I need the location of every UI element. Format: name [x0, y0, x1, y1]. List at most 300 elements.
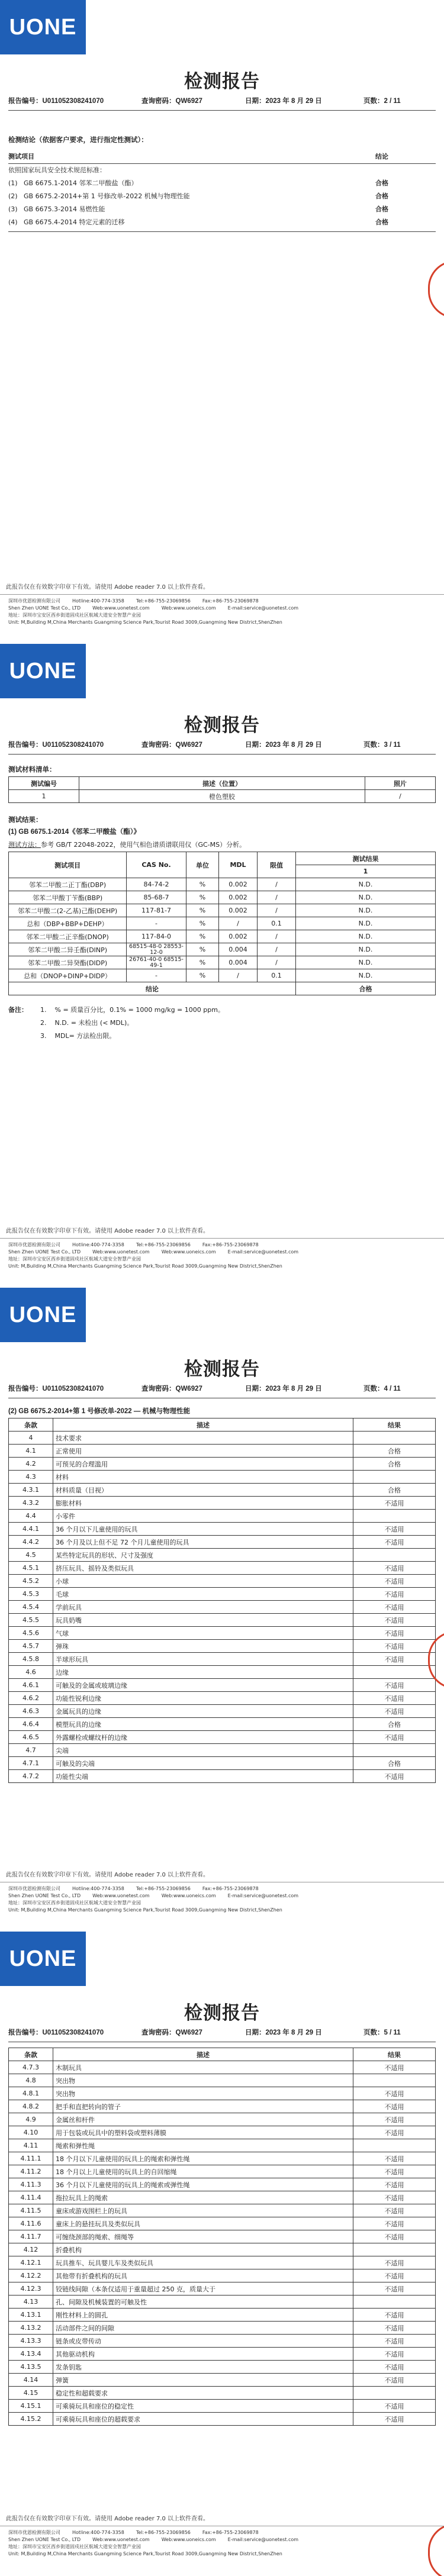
- description-cell: 尖端: [53, 1744, 353, 1757]
- table-row: [9, 1666, 436, 1679]
- clause-cell: 4.11: [9, 2139, 53, 2152]
- table-row: [9, 1744, 436, 1757]
- result-cell: 不适用: [353, 2413, 436, 2426]
- clause-cell: 4.6.2: [9, 1692, 53, 1705]
- page-number: 3 / 11: [384, 741, 401, 749]
- conclusion-section: [8, 131, 436, 232]
- results-title: 测试结果：: [8, 817, 43, 824]
- description-cell: 毛球: [53, 1588, 353, 1601]
- table-row: [9, 1510, 436, 1523]
- clause-cell: 4.12.3: [9, 2282, 53, 2295]
- page-number: 5 / 11: [384, 2029, 401, 2036]
- description-cell: 其他带有折叠机构的玩具: [53, 2269, 353, 2282]
- result-cell: 不适用: [353, 1731, 436, 1744]
- description-cell: 玩具推车、玩具婴儿车及类似玩具: [53, 2256, 353, 2269]
- table-row: [9, 1731, 436, 1744]
- description-cell: 半球形玩具: [53, 1653, 353, 1666]
- result-cell: [353, 1666, 436, 1679]
- table-row: [9, 1627, 436, 1640]
- description-cell: 气球: [53, 1627, 353, 1640]
- table-row: 1 橙色塑胶 /: [9, 790, 436, 803]
- clause-cell: 4.11.3: [9, 2178, 53, 2191]
- clause-cell: 4.12: [9, 2243, 53, 2256]
- result-cell: 合格: [353, 1757, 436, 1770]
- uone-logo: UONE: [0, 1932, 86, 1986]
- result-cell: 不适用: [353, 2322, 436, 2335]
- table-row: [9, 2400, 436, 2413]
- table-row: [9, 1640, 436, 1653]
- footer: 深圳市优恩检测有限公司 Hotline:400-774-3358 Tel:+86-755-23069856 Fax:+86-755-23069878 Shen Zhen UONE Test Co., LTD Web:www.uonetest.com Web:www.uoneics.com E-mail:service@uonetest.com 地址：深圳市宝安区西乡街道固戍社区航城大道安全智慧产业园 Unit: M,Building M,China Merchants Guangming Science Park,Tourist Road 3009,Guangming New District,ShenZhen: [8, 1242, 299, 1269]
- clause-cell: 4.5.5: [9, 1614, 53, 1627]
- result-cell: 合格: [353, 1718, 436, 1731]
- page-title: 检测报告: [184, 2003, 260, 2024]
- table-row: [9, 1588, 436, 1601]
- result-cell: 不适用: [353, 1497, 436, 1510]
- footer-notice: 此报告仅在有效数字印章下有效。请使用 Adobe reader 7.0 以上软件查看。: [6, 2516, 210, 2522]
- conclusion-item: (1) GB 6675.1-2014 邻苯二甲酸盐（酯） 合格: [8, 177, 436, 190]
- report-date: 2023 年 8 月 29 日: [265, 2029, 322, 2036]
- table-row: [9, 2374, 436, 2387]
- result-cell: 不适用: [353, 2309, 436, 2322]
- description-cell: 材料质量（目视）: [53, 1484, 353, 1497]
- result-cell: [353, 1432, 436, 1445]
- report-meta: [8, 96, 436, 109]
- table-row: [9, 2217, 436, 2230]
- table-row: 总和（DNOP+DINP+DIDP） - % / 0.1 N.D.: [9, 969, 436, 982]
- result-cell: 不适用: [353, 1614, 436, 1627]
- table-row: [9, 1705, 436, 1718]
- result-cell: [353, 2387, 436, 2400]
- clause-cell: 4.8.2: [9, 2100, 53, 2113]
- clause-cell: 4.11.4: [9, 2191, 53, 2204]
- report-meta: 报告编号：U011052308241070 查询密码：QW6927 日期：2023 年 8 月 29 日 页数：4 / 11: [8, 1385, 401, 1392]
- table-row: [9, 2361, 436, 2374]
- table-row: [9, 2309, 436, 2322]
- table-row: [9, 2204, 436, 2217]
- table-row: [9, 2230, 436, 2243]
- clause-cell: 4.5.3: [9, 1588, 53, 1601]
- result-cell: 合格: [353, 1458, 436, 1471]
- report-no-label: 报告编号：: [8, 98, 43, 105]
- description-cell: 36 个月以下儿童使用的玩具: [53, 1523, 353, 1536]
- clause-cell: 4.3: [9, 1471, 53, 1484]
- conclusion-result: 合格: [375, 218, 388, 226]
- result-cell: 不适用: [353, 2204, 436, 2217]
- mechanical-table: 条款 描述 结果 4.7.3 木制玩具 不适用 4.8 突出物 4.8.1 突出物 不适用 4.8.2 把手和直把转向的管子 不适用 4.9 金属丝和杆件 不适用 4.10 用于包装或玩具中的塑料袋或塑料薄膜 不适用 4.11 绳索和弹性绳 4.11.1 18 个月以下儿童使用的玩具上的绳索和弹性绳 不适用 4.11.2 18 个月以上儿童使用的玩具上的自回缩绳 不适用 4.11.3 36 个月以下儿童使用的玩具上的绳索或弹性绳 不适用 4.11.4 拖拉玩具上的绳索 不适用 4.11.5 童床或游戏围栏上的玩具 不适用 4.11.6 童床上的悬挂玩具及类似玩具 不适用 4.11.7 可缠绕颈部的绳索、细绳等 不适用 4.12 折叠机构 4.12.1 玩具推车、玩具婴儿车及类似玩具 不适用 4.12.2 其他带有折叠机构的玩具 不适用 4.12.3 铰链线间隙（本条仅适用于重量超过 250 克，质量大于 不适用 4.13 孔、间隙及机械装置的可触及性 4.13.1 刚性材料上的圆孔 不适用 4.13.2 活动部件之间的间隙 不适用 4.13.3 链条或皮带传动 不适用 4.13.4 其他驱动机构 不适用 4.13.5 发条钥匙 不适用 4.14 弹簧 不适用 4.15 稳定性和超载要求 4.15.1 可乘骑玩具和座位的稳定性 不适用 4.15.2 可乘骑玩具和座位的超载要求 不适用: [8, 2048, 436, 2426]
- clause-cell: 4.8.1: [9, 2087, 53, 2100]
- report-meta: 报告编号：U011052308241070 查询密码：QW6927 日期：2023 年 8 月 29 日 页数：5 / 11: [8, 2029, 401, 2036]
- description-cell: 挤压玩具、摇铃及类似玩具: [53, 1562, 353, 1575]
- description-cell: 学前玩具: [53, 1601, 353, 1614]
- report-meta: 报告编号：U011052308241070 查询密码：QW6927 日期：2023 年 8 月 29 日 页数：3 / 11: [8, 741, 401, 749]
- clause-cell: 4.4.1: [9, 1523, 53, 1536]
- clause-cell: 4.6.4: [9, 1718, 53, 1731]
- clause-cell: 4.11.6: [9, 2217, 53, 2230]
- clause-cell: 4.2: [9, 1458, 53, 1471]
- description-cell: 小零件: [53, 1510, 353, 1523]
- table-row: 邻苯二甲酸二异壬酯(DINP) 68515-48-0 28553-12-0 % 0.004 / N.D.: [9, 943, 436, 956]
- table-row: [9, 2322, 436, 2335]
- table-row: 邻苯二甲酸二正丁酯(DBP) 84-74-2 % 0.002 / N.D.: [9, 878, 436, 891]
- result-cell: [353, 2243, 436, 2256]
- clause-cell: 4.5.6: [9, 1627, 53, 1640]
- page-label: 页数：: [363, 98, 384, 105]
- clause-cell: 4.4.2: [9, 1536, 53, 1549]
- clause-cell: 4.14: [9, 2374, 53, 2387]
- table-row: [9, 1562, 436, 1575]
- query-code: QW6927: [175, 741, 202, 749]
- table-row: [9, 2269, 436, 2282]
- clause-cell: 4.3.1: [9, 1484, 53, 1497]
- col-test-item: 测试项目: [8, 153, 34, 160]
- table-row: [9, 1484, 436, 1497]
- table-row: 邻苯二甲酸二正辛酯(DNOP) 117-84-0 % 0.002 / N.D.: [9, 930, 436, 943]
- uone-logo: UONE: [0, 1288, 86, 1342]
- conclusion-result: 合格: [375, 179, 388, 187]
- table-row: [9, 2387, 436, 2400]
- description-cell: 突出物: [53, 2074, 353, 2087]
- clause-cell: 4.13.5: [9, 2361, 53, 2374]
- clause-cell: 4.11.7: [9, 2230, 53, 2243]
- description-cell: 木制玩具: [53, 2061, 353, 2074]
- result-cell: 不适用: [353, 1575, 436, 1588]
- clause-cell: 4.5.1: [9, 1562, 53, 1575]
- table-row: [9, 1471, 436, 1484]
- table-row: [9, 1445, 436, 1458]
- table-row: [9, 2413, 436, 2426]
- page-number: 4 / 11: [384, 1385, 401, 1392]
- table-row: [9, 1770, 436, 1783]
- description-cell: 绳索和弹性绳: [53, 2139, 353, 2152]
- footer: 深圳市优恩检测有限公司 Hotline:400-774-3358 Tel:+86-755-23069856 Fax:+86-755-23069878 Shen Zhen UONE Test Co., LTD Web:www.uonetest.com Web:www.uoneics.com E-mail:service@uonetest.com 地址：深圳市宝安区西乡街道固戍社区航城大道安全智慧产业园 Unit: M,Building M,China Merchants Guangming Science Park,Tourist Road 3009,Guangming New District,ShenZhen: [8, 598, 299, 625]
- table-row: [9, 2087, 436, 2100]
- clause-cell: 4.6.3: [9, 1705, 53, 1718]
- table-row: [9, 1718, 436, 1731]
- page-title: 检测报告: [184, 715, 260, 736]
- report-date: 2023 年 8 月 29 日: [265, 1385, 322, 1392]
- description-cell: 可触及的尖端: [53, 1757, 353, 1770]
- description-cell: 可乘骑玩具和座位的超载要求: [53, 2413, 353, 2426]
- description-cell: 铰链线间隙（本条仅适用于重量超过 250 克，质量大于: [53, 2282, 353, 2295]
- result-cell: 不适用: [353, 1640, 436, 1653]
- page-title: 检测报告: [184, 1359, 260, 1380]
- page-number: 2 / 11: [384, 98, 401, 105]
- result-cell: 不适用: [353, 2126, 436, 2139]
- result-cell: 不适用: [353, 2348, 436, 2361]
- table-row: [9, 2256, 436, 2269]
- description-cell: 可触及的金属或玻璃边缘: [53, 1679, 353, 1692]
- clause-cell: 4.13: [9, 2295, 53, 2309]
- description-cell: 功能性锐利边缘: [53, 1692, 353, 1705]
- result-cell: 不适用: [353, 2256, 436, 2269]
- description-cell: 模塑玩具的边缘: [53, 1718, 353, 1731]
- table-row: [9, 2282, 436, 2295]
- table-row: [9, 2243, 436, 2256]
- clause-cell: 4.13.1: [9, 2309, 53, 2322]
- clause-cell: 4.12.2: [9, 2269, 53, 2282]
- mechanical-title: (2) GB 6675.2-2014+第 1 号修改单-2022 — 机械与物理性能: [8, 1408, 191, 1415]
- result-cell: 合格: [353, 1445, 436, 1458]
- description-cell: 用于包装或玩具中的塑料袋或塑料薄膜: [53, 2126, 353, 2139]
- description-cell: 发条钥匙: [53, 2361, 353, 2374]
- result-cell: [353, 1510, 436, 1523]
- description-cell: 其他驱动机构: [53, 2348, 353, 2361]
- description-cell: 突出物: [53, 2087, 353, 2100]
- table-row: [9, 2061, 436, 2074]
- clause-cell: 4.11.2: [9, 2165, 53, 2178]
- report-no: U011052308241070: [42, 741, 104, 749]
- description-cell: 外露螺栓或螺纹杆的边缘: [53, 1731, 353, 1744]
- clause-cell: 4.13.3: [9, 2335, 53, 2348]
- footer: 深圳市优恩检测有限公司 Hotline:400-774-3358 Tel:+86-755-23069856 Fax:+86-755-23069878 Shen Zhen UONE Test Co., LTD Web:www.uonetest.com Web:www.uoneics.com E-mail:service@uonetest.com 地址：深圳市宝安区西乡街道固戍社区航城大道安全智慧产业园 Unit: M,Building M,China Merchants Guangming Science Park,Tourist Road 3009,Guangming New District,ShenZhen: [8, 2530, 299, 2556]
- report-date: 2023 年 8 月 29 日: [265, 741, 322, 749]
- description-cell: 拖拉玩具上的绳索: [53, 2191, 353, 2204]
- clause-cell: 4.7: [9, 1744, 53, 1757]
- materials-table: 测试编号 描述（位置） 照片 1 橙色塑胶 /: [8, 776, 436, 803]
- clause-cell: 4.1: [9, 1445, 53, 1458]
- result-cell: 不适用: [353, 2361, 436, 2374]
- description-cell: 边缘: [53, 1666, 353, 1679]
- phthalate-table: 测试项目 CAS No. 单位 MDL 限值 测试结果 1 邻苯二甲酸二正丁酯(DBP) 84-74-2 % 0.002 / N.D. 邻苯二甲酸丁苄酯(BBP) 85-68-7 % 0.002 / N.D. 邻苯二甲酸二(2-乙基)己酯(DEHP) 117-81-7 % 0.002 / N.D. 总和（DBP+BBP+DEHP） - % / 0.1 N.D. 邻苯二甲酸二正辛酯(DNOP) 117-84-0 % 0.002 / N.D. 邻苯二甲酸二异壬酯(DINP) 68515-48-0 28553-12-0 % 0.004 / N.D. 邻苯二甲酸二异癸酯(DIDP) 26761-40-0 68515-49-1 % 0.004 / N.D. 总和（DNOP+DINP+DIDP） - % / 0.1 N.D. 结论 合格: [8, 852, 436, 995]
- result-cell: 不适用: [353, 1536, 436, 1549]
- result-cell: 不适用: [353, 1770, 436, 1783]
- clause-cell: 4.13.2: [9, 2322, 53, 2335]
- conclusion-item: (3) GB 6675.3-2014 易燃性能 合格: [8, 203, 436, 216]
- clause-cell: 4.5.7: [9, 1640, 53, 1653]
- uone-logo: UONE: [0, 644, 86, 698]
- report-page-3: [0, 644, 444, 1288]
- query-code-label: 查询密码：: [141, 98, 176, 105]
- clause-cell: 4.12.1: [9, 2256, 53, 2269]
- conclusion-result: 合格: [375, 192, 388, 200]
- description-cell: 小球: [53, 1575, 353, 1588]
- description-cell: 某些特定玩具的形状、尺寸及强度: [53, 1549, 353, 1562]
- footer-notice: 此报告仅在有效数字印章下有效。请使用 Adobe reader 7.0 以上软件查看。: [6, 1872, 210, 1878]
- table-row: [9, 1757, 436, 1770]
- table-row: [9, 1536, 436, 1549]
- result-cell: 不适用: [353, 2100, 436, 2113]
- clause-cell: 4.7.3: [9, 2061, 53, 2074]
- report-date: 2023 年 8 月 29 日: [265, 98, 322, 105]
- report-page-5: [0, 1932, 444, 2576]
- clause-cell: 4.7.2: [9, 1770, 53, 1783]
- conclusion-item: (4) GB 6675.4-2014 特定元素的迁移 合格: [8, 216, 436, 229]
- description-cell: 可缠绕颈部的绳索、细绳等: [53, 2230, 353, 2243]
- table-row: [9, 2113, 436, 2126]
- table-row: [9, 1523, 436, 1536]
- official-seal-icon: [428, 260, 444, 318]
- mechanical-table: 条款 描述 结果 4 技术要求 4.1 正常使用 合格 4.2 可预见的合理滥用 合格 4.3 材料 4.3.1 材料质量（目视） 合格 4.3.2 膨胀材料 不适用 4.4 小零件 4.4.1 36 个月以下儿童使用的玩具 不适用 4.4.2 36 个月及以上但不足 72 个月儿童使用的玩具 不适用 4.5 某些特定玩具的形状、尺寸及强度 4.5.1 挤压玩具、摇铃及类似玩具 不适用 4.5.2 小球 不适用 4.5.3 毛球 不适用 4.5.4 学前玩具 不适用 4.5.5 玩具奶嘴 不适用 4.5.6 气球 不适用 4.5.7 弹珠 不适用 4.5.8 半球形玩具 不适用 4.6 边缘 4.6.1 可触及的金属或玻璃边缘 不适用 4.6.2 功能性锐利边缘 不适用 4.6.3 金属玩具的边缘 不适用 4.6.4 模塑玩具的边缘 合格 4.6.5 外露螺栓或螺纹杆的边缘 不适用 4.7 尖端 4.7.1 可触及的尖端 合格 4.7.2 功能性尖端 不适用: [8, 1418, 436, 1783]
- clause-cell: 4.3.2: [9, 1497, 53, 1510]
- table-row: [9, 2074, 436, 2087]
- description-cell: 膨胀材料: [53, 1497, 353, 1510]
- table-row: [9, 1432, 436, 1445]
- description-cell: 材料: [53, 1471, 353, 1484]
- clause-cell: 4.11.5: [9, 2204, 53, 2217]
- materials-section: [8, 761, 436, 1043]
- report-no: U011052308241070: [42, 1385, 104, 1392]
- conclusion-intro: 依照国家玩具安全技术规范标准：: [8, 166, 106, 174]
- table-row: [9, 1549, 436, 1562]
- table-row: [9, 2152, 436, 2165]
- clause-cell: 4.15.1: [9, 2400, 53, 2413]
- table-row: 邻苯二甲酸丁苄酯(BBP) 85-68-7 % 0.002 / N.D.: [9, 891, 436, 904]
- result-cell: 不适用: [353, 1692, 436, 1705]
- mechanical-section-cont: [8, 2048, 436, 2426]
- result-cell: [353, 1471, 436, 1484]
- clause-cell: 4.7.1: [9, 1757, 53, 1770]
- result-cell: 不适用: [353, 2191, 436, 2204]
- description-cell: 36 个月及以上但不足 72 个月儿童使用的玩具: [53, 1536, 353, 1549]
- report-page-4: [0, 1288, 444, 1932]
- clause-cell: 4.6.1: [9, 1679, 53, 1692]
- result-cell: 不适用: [353, 2152, 436, 2165]
- table-row: [9, 2178, 436, 2191]
- result-cell: 不适用: [353, 1562, 436, 1575]
- result-cell: 不适用: [353, 2269, 436, 2282]
- result-cell: 不适用: [353, 2113, 436, 2126]
- description-cell: 童床上的悬挂玩具及类似玩具: [53, 2217, 353, 2230]
- description-cell: 弹簧: [53, 2374, 353, 2387]
- result-cell: 不适用: [353, 1523, 436, 1536]
- description-cell: 可预见的合理滥用: [53, 1458, 353, 1471]
- result-cell: 不适用: [353, 1627, 436, 1640]
- clause-cell: 4.11.1: [9, 2152, 53, 2165]
- description-cell: 刚性材料上的圆孔: [53, 2309, 353, 2322]
- table-row: [9, 1601, 436, 1614]
- description-cell: 把手和直把转向的管子: [53, 2100, 353, 2113]
- table-row: 结论 合格: [9, 982, 436, 995]
- clause-cell: 4.5.4: [9, 1601, 53, 1614]
- col-conclusion: 结论: [375, 153, 388, 160]
- result-cell: 不适用: [353, 1705, 436, 1718]
- table-row: [9, 2348, 436, 2361]
- description-cell: 技术要求: [53, 1432, 353, 1445]
- description-cell: 童床或游戏围栏上的玩具: [53, 2204, 353, 2217]
- description-cell: 稳定性和超载要求: [53, 2387, 353, 2400]
- result-cell: 不适用: [353, 1679, 436, 1692]
- conclusion-item: (2) GB 6675.2-2014+第 1 号修改单-2022 机械与物理性能 合格: [8, 190, 436, 203]
- description-cell: 玩具奶嘴: [53, 1614, 353, 1627]
- clause-cell: 4.15.2: [9, 2413, 53, 2426]
- query-code: QW6927: [175, 2029, 202, 2036]
- clause-cell: 4.5.8: [9, 1653, 53, 1666]
- result-cell: 不适用: [353, 1588, 436, 1601]
- report-no: U011052308241070: [42, 98, 104, 105]
- table-row: 邻苯二甲酸二异癸酯(DIDP) 26761-40-0 68515-49-1 % 0.004 / N.D.: [9, 956, 436, 969]
- clause-cell: 4.6: [9, 1666, 53, 1679]
- description-cell: 金属玩具的边缘: [53, 1705, 353, 1718]
- description-cell: 功能性尖端: [53, 1770, 353, 1783]
- description-cell: 链条或皮带传动: [53, 2335, 353, 2348]
- table-row: [9, 2126, 436, 2139]
- report-page-2: [0, 0, 444, 644]
- result-cell: [353, 2295, 436, 2309]
- phthalate-subtitle: (1) GB 6675.1-2014《邻苯二甲酸盐（酯）》: [8, 828, 141, 836]
- clause-cell: 4.6.5: [9, 1731, 53, 1744]
- clause-cell: 4.9: [9, 2113, 53, 2126]
- table-row: [9, 2100, 436, 2113]
- description-cell: 18 个月以下儿童使用的玩具上的绳索和弹性绳: [53, 2152, 353, 2165]
- conclusion-result: 合格: [375, 205, 388, 213]
- table-row: 邻苯二甲酸二(2-乙基)己酯(DEHP) 117-81-7 % 0.002 / N.D.: [9, 904, 436, 917]
- result-cell: [353, 1549, 436, 1562]
- page-title: 检测报告: [184, 71, 260, 92]
- query-code: QW6927: [175, 98, 202, 105]
- description-cell: 正常使用: [53, 1445, 353, 1458]
- result-cell: 不适用: [353, 2087, 436, 2100]
- report-no: U011052308241070: [42, 2029, 104, 2036]
- table-row: [9, 1458, 436, 1471]
- result-cell: 不适用: [353, 1601, 436, 1614]
- description-cell: 弹珠: [53, 1640, 353, 1653]
- table-row: [9, 2191, 436, 2204]
- result-cell: 不适用: [353, 2282, 436, 2295]
- result-cell: 不适用: [353, 2374, 436, 2387]
- table-row: [9, 2165, 436, 2178]
- result-cell: 不适用: [353, 2061, 436, 2074]
- description-cell: 36 个月以下儿童使用的玩具上的绳索或弹性绳: [53, 2178, 353, 2191]
- table-row: [9, 1679, 436, 1692]
- table-row: [9, 1614, 436, 1627]
- date-label: 日期：: [245, 98, 266, 105]
- result-cell: 不适用: [353, 2230, 436, 2243]
- clause-cell: 4.8: [9, 2074, 53, 2087]
- clause-cell: 4.10: [9, 2126, 53, 2139]
- materials-title: 测试材料清单：: [8, 766, 56, 773]
- result-cell: 合格: [353, 1484, 436, 1497]
- result-cell: 不适用: [353, 2217, 436, 2230]
- clause-cell: 4.13.4: [9, 2348, 53, 2361]
- result-cell: [353, 1744, 436, 1757]
- table-row: [9, 1692, 436, 1705]
- description-cell: 折叠机构: [53, 2243, 353, 2256]
- result-cell: 不适用: [353, 1653, 436, 1666]
- footer: 深圳市优恩检测有限公司 Hotline:400-774-3358 Tel:+86-755-23069856 Fax:+86-755-23069878 Shen Zhen UONE Test Co., LTD Web:www.uonetest.com Web:www.uoneics.com E-mail:service@uonetest.com 地址：深圳市宝安区西乡街道固戍社区航城大道安全智慧产业园 Unit: M,Building M,China Merchants Guangming Science Park,Tourist Road 3009,Guangming New District,ShenZhen: [8, 1886, 299, 1913]
- result-cell: 不适用: [353, 2165, 436, 2178]
- description-cell: 18 个月以上儿童使用的玩具上的自回缩绳: [53, 2165, 353, 2178]
- clause-cell: 4.5: [9, 1549, 53, 1562]
- table-row: [9, 1497, 436, 1510]
- result-cell: [353, 2074, 436, 2087]
- table-row: [9, 2295, 436, 2309]
- clause-cell: 4.5.2: [9, 1575, 53, 1588]
- description-cell: 可乘骑玩具和座位的稳定性: [53, 2400, 353, 2413]
- query-code: QW6927: [175, 1385, 202, 1392]
- description-cell: 金属丝和杆件: [53, 2113, 353, 2126]
- description-cell: 孔、间隙及机械装置的可触及性: [53, 2295, 353, 2309]
- result-cell: 不适用: [353, 2178, 436, 2191]
- result-cell: 不适用: [353, 2400, 436, 2413]
- clause-cell: 4.15: [9, 2387, 53, 2400]
- description-cell: 活动部件之间的间隙: [53, 2322, 353, 2335]
- table-row: [9, 2139, 436, 2152]
- table-row: [9, 1575, 436, 1588]
- table-row: [9, 2335, 436, 2348]
- result-cell: 不适用: [353, 2335, 436, 2348]
- table-row: 总和（DBP+BBP+DEHP） - % / 0.1 N.D.: [9, 917, 436, 930]
- clause-cell: 4: [9, 1432, 53, 1445]
- footer-notice: 此报告仅在有效数字印章下有效。请使用 Adobe reader 7.0 以上软件查看。: [6, 584, 210, 591]
- result-cell: [353, 2139, 436, 2152]
- mechanical-section: [8, 1403, 436, 1783]
- conclusion-header: 检测结论（依据客户要求，进行指定性测试）：: [8, 137, 148, 144]
- clause-cell: 4.4: [9, 1510, 53, 1523]
- footer-notice: 此报告仅在有效数字印章下有效。请使用 Adobe reader 7.0 以上软件查看。: [6, 1228, 210, 1234]
- notes: 备注： 1. % = 质量百分比，0.1% = 1000 mg/kg = 1000 ppm。 2. N.D. = 未检出 (< MDL)。 3. MDL= 方法检出限。: [8, 1006, 224, 1040]
- test-method: 测试方法：参考 GB/T 22048-2022，使用气相色谱质谱联用仪（GC-MS）分析。: [8, 841, 246, 849]
- table-row: [9, 1653, 436, 1666]
